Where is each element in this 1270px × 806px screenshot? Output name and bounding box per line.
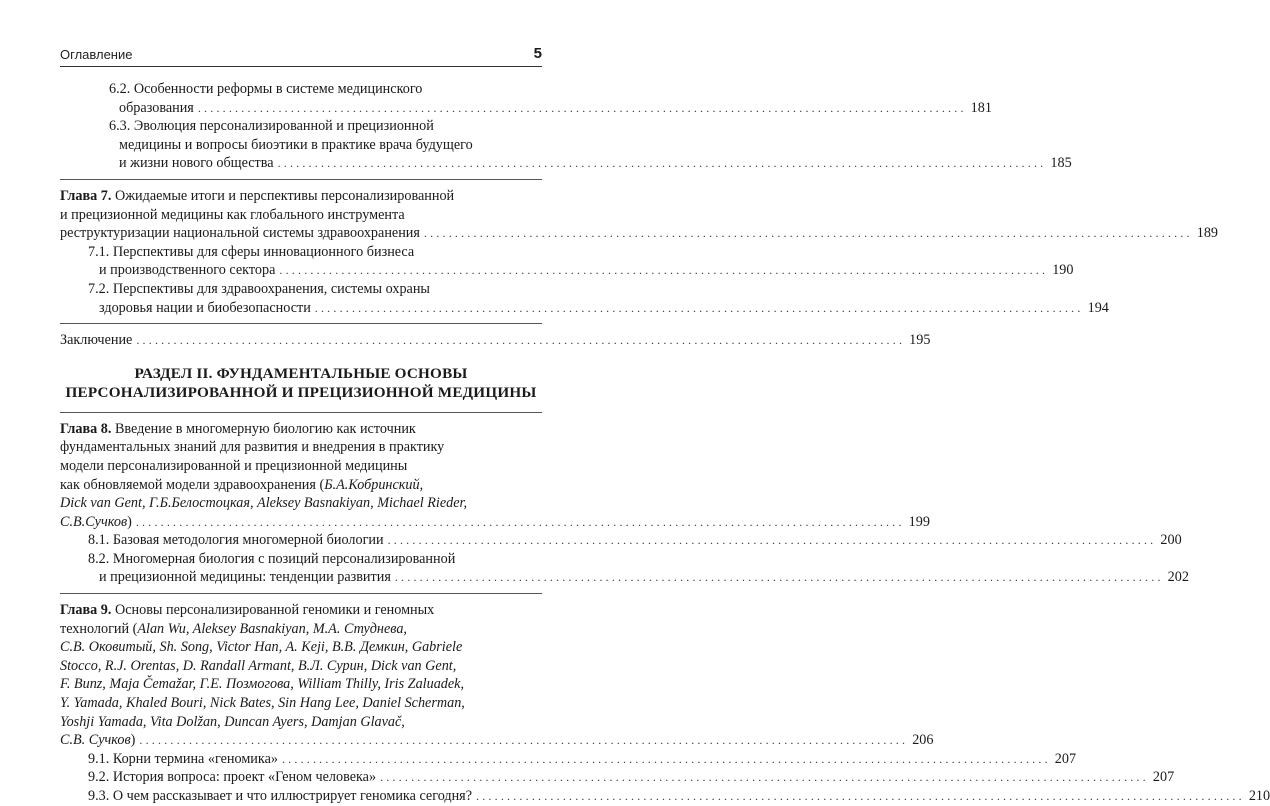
toc-chapter-9[interactable]: [60, 601, 934, 750]
toc-entry-text: образования: [119, 99, 194, 116]
dot-leader: ............................................................................................................................: [277, 156, 1047, 171]
toc-entry-text: как обновляемой модели здравоохранения (: [60, 476, 325, 493]
dot-leader: ............................................................................................................................: [136, 333, 906, 348]
toc-entry-text: 9.3. О чем рассказывает и что иллюстрирует геномика сегодня?: [88, 788, 473, 804]
toc-page-number: 189: [1196, 225, 1219, 242]
toc-entry-6-3[interactable]: [60, 117, 1072, 173]
toc-entry-text: фундаментальных знаний для развития и внедрения в практику: [60, 439, 445, 456]
dot-leader: ............................................................................................................................: [380, 770, 1149, 785]
chapter-label: Глава 8.: [60, 420, 112, 437]
toc-entry-text: 9.2. История вопроса: проект «Геном человека»: [88, 769, 377, 786]
section-title-line: РАЗДЕЛ II. ФУНДАМЕНТАЛЬНЫЕ ОСНОВЫ: [134, 364, 468, 382]
toc-page-number: 185: [1050, 155, 1072, 172]
toc-entry-7-2[interactable]: [60, 280, 1109, 317]
dot-leader: ............................................................................................................................: [394, 570, 1164, 585]
toc-entry-9-3[interactable]: [60, 787, 1270, 806]
toc-entry-text: и прецизионной медицины как глобального инструмента: [60, 206, 405, 223]
toc-entry-9-1[interactable]: [60, 750, 1077, 769]
toc-entry-text: 9.1. Корни термина «геномика»: [88, 750, 278, 767]
author-names: Dick van Gent, Г.Б.Белостоцкая, Aleksey Basnakiyan, Michael Rieder,: [60, 495, 468, 512]
dot-leader: ............................................................................................................................: [476, 789, 1245, 803]
page-number: 5: [533, 45, 542, 62]
toc-page-number: 207: [1054, 750, 1077, 767]
author-names: Alan Wu, Aleksey Basnakiyan, М.А. Студнева,: [137, 620, 407, 637]
author-names: Y. Yamada, Khaled Bouri, Nick Bates, Sin Hang Lee, Daniel Scherman,: [60, 695, 465, 712]
toc-entry-text: и производственного сектора: [99, 262, 276, 279]
dot-leader: ............................................................................................................................: [135, 514, 905, 529]
divider: [60, 412, 542, 413]
divider: [60, 179, 542, 180]
section-title-line: ПЕРСОНАЛИЗИРОВАННОЙ И ПРЕЦИЗИОННОЙ МЕДИЦИНЫ: [65, 383, 537, 401]
dot-leader: ............................................................................................................................: [314, 300, 1084, 315]
toc-chapter-7[interactable]: [60, 187, 1219, 243]
dot-leader: ............................................................................................................................: [423, 226, 1193, 241]
toc-entry-text: 6.2. Особенности реформы в системе медицинского: [109, 81, 423, 97]
toc-entry-text: 6.3. Эволюция персонализированной и прецизионной: [109, 118, 434, 135]
divider: [60, 323, 542, 324]
toc-page-number: 190: [1052, 262, 1074, 279]
author-names: Б.А.Кобринский,: [324, 476, 424, 493]
author-names: С.В. Сучков: [60, 732, 131, 749]
dot-leader: ............................................................................................................................: [139, 733, 909, 748]
toc-entry-text: Основы персонализированной геномики и геномных: [111, 602, 435, 619]
dot-leader: ............................................................................................................................: [281, 751, 1051, 766]
header-title: Оглавление: [60, 47, 133, 62]
toc-entry-text: 8.2. Многомерная биология с позиций персонализированной: [88, 550, 456, 567]
dot-leader: ............................................................................................................................: [279, 263, 1049, 278]
toc-entry-text: 7.1. Перспективы для сферы инновационного бизнеса: [88, 243, 415, 260]
author-names: С.В. Оковитый, Sh. Song, Victor Han, A. Keji, В.В. Демкин, Gabriele: [60, 639, 463, 656]
toc-page-number: 207: [1152, 769, 1175, 786]
section-heading: [60, 360, 542, 406]
toc-page-number: 181: [970, 99, 992, 116]
toc-entry-text: и прецизионной медицины: тенденции развития: [99, 569, 391, 586]
toc-page-number: 206: [912, 732, 934, 749]
toc-entry-6-2[interactable]: [60, 80, 992, 117]
author-names: Stocco, R.J. Orentas, D. Randall Armant, В.Л. Сурин, Dick van Gent,: [60, 657, 457, 674]
author-names: Yoshji Yamada, Vita Dolžan, Duncan Ayers, Damjan Glavač,: [60, 713, 405, 730]
author-names: С.В.Сучков: [60, 513, 128, 530]
chapter-label: Глава 9.: [60, 602, 112, 619]
running-header: [60, 44, 542, 67]
toc-entry-8-1[interactable]: [60, 531, 1182, 550]
toc-entry-text: Ожидаемые итоги и перспективы персонализированной: [111, 187, 455, 204]
author-names: F. Bunz, Maja Čemažar, Г.Е. Позмогова, William Thilly, Iris Zaluadek,: [60, 676, 465, 693]
toc-entry-text: Введение в многомерную биологию как источник: [111, 420, 416, 437]
chapter-label: Глава 7.: [60, 187, 112, 204]
toc-entry-text: здоровья нации и биобезопасности: [99, 299, 311, 316]
toc-page-number: 202: [1167, 569, 1189, 586]
toc-page-number: 195: [909, 332, 931, 349]
toc-chapter-8[interactable]: [60, 420, 930, 532]
toc-page-number: 194: [1087, 299, 1109, 316]
toc-entry-text: ): [130, 732, 136, 749]
toc-entry-7-1[interactable]: [60, 243, 1074, 280]
toc-entry-text: Заключение: [60, 332, 133, 349]
toc-entry-text: технологий (: [60, 620, 138, 637]
toc-entry-9-2[interactable]: [60, 768, 1175, 787]
dot-leader: ............................................................................................................................: [197, 100, 967, 115]
toc-entry-text: реструктуризации национальной системы здравоохранения: [60, 225, 420, 242]
dot-leader: ............................................................................................................................: [387, 533, 1157, 548]
toc-entry-text: медицины и вопросы биоэтики в практике врача будущего: [119, 136, 473, 153]
toc-page-number: 199: [908, 513, 930, 530]
toc-entry-text: 8.1. Базовая методология многомерной биологии: [88, 532, 384, 549]
toc-entry-text: модели персонализированной и прецизионной медицины: [60, 457, 408, 474]
toc-entry-text: 7.2. Перспективы для здравоохранения, системы охраны: [88, 280, 430, 297]
toc-conclusion[interactable]: [60, 331, 931, 350]
toc-entry-text: и жизни нового общества: [119, 155, 274, 172]
toc-page-number: 210: [1248, 788, 1270, 804]
toc-entry-text: ): [127, 513, 132, 530]
divider: [60, 593, 542, 594]
toc-entry-8-2[interactable]: [60, 550, 1189, 587]
table-of-contents: [60, 80, 1270, 806]
toc-page-number: 200: [1160, 532, 1182, 549]
